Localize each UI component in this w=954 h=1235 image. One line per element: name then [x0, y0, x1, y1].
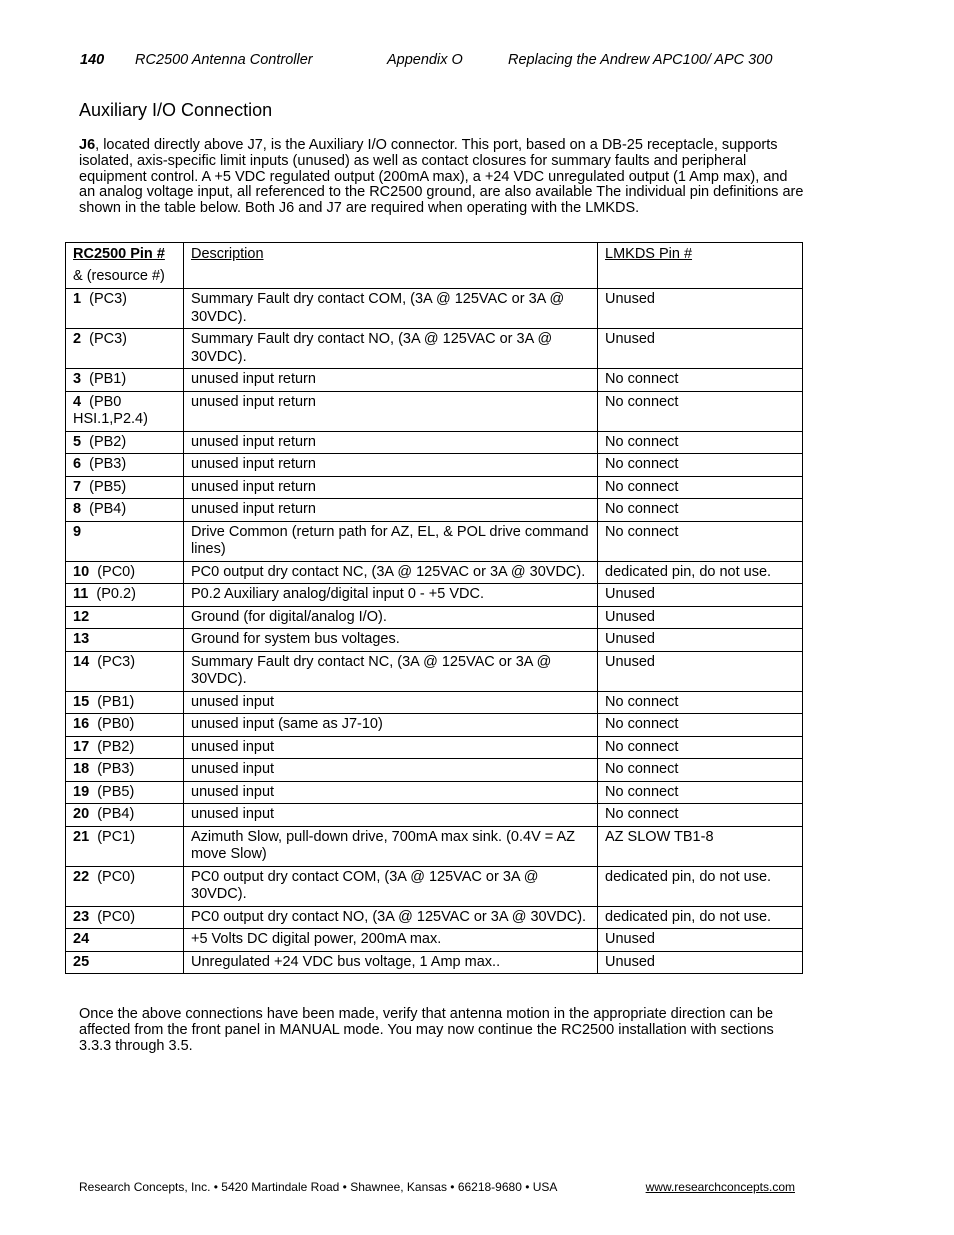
pin-resource: (PB2)	[97, 738, 135, 755]
table-row	[66, 391, 803, 431]
pin-cell	[66, 629, 184, 652]
pin-description: unused input	[184, 691, 598, 714]
lmkds-pin: No connect	[598, 499, 803, 522]
header-appendix: Appendix O	[387, 52, 463, 68]
pin-resource: (PC1)	[97, 828, 136, 845]
pin-description: P0.2 Auxiliary analog/digital input 0 - +5 VDC.	[184, 584, 598, 607]
pin-resource: (PB4)	[97, 806, 135, 822]
lmkds-pin: No connect	[598, 391, 803, 431]
table-row	[66, 561, 803, 584]
lmkds-pin: No connect	[598, 781, 803, 804]
pin-cell	[66, 369, 184, 392]
pin-number: 25	[73, 953, 90, 970]
lmkds-pin: No connect	[598, 476, 803, 499]
pin-resource: (PC0)	[97, 868, 136, 885]
pin-cell	[66, 714, 184, 737]
pin-resource: (PB1)	[97, 693, 135, 710]
pin-description: unused input	[184, 736, 598, 759]
table-row	[66, 651, 803, 691]
table-header-row	[66, 243, 803, 289]
table-row	[66, 759, 803, 782]
pin-description: unused input return	[184, 369, 598, 392]
header-pin-cell	[66, 243, 184, 289]
lmkds-pin: No connect	[598, 691, 803, 714]
table-row	[66, 804, 803, 827]
pin-number: 1	[73, 291, 82, 307]
lmkds-pin: AZ SLOW TB1-8	[598, 826, 803, 866]
lmkds-pin: Unused	[598, 629, 803, 652]
header-description-cell	[184, 243, 598, 289]
pin-cell	[66, 289, 184, 329]
pin-resource: (PC0)	[97, 563, 136, 580]
pin-description: unused input	[184, 759, 598, 782]
pin-cell	[66, 391, 184, 431]
pin-resource: (PC3)	[89, 291, 128, 307]
pin-resource: (PC3)	[97, 653, 136, 670]
pin-resource: (PB0)	[97, 716, 135, 732]
pin-description: unused input return	[184, 476, 598, 499]
pin-cell	[66, 826, 184, 866]
pin-number: 23	[73, 908, 90, 925]
pin-cell	[66, 476, 184, 499]
table-row	[66, 606, 803, 629]
lmkds-pin: No connect	[598, 521, 803, 561]
header-lmkds-cell	[598, 243, 803, 289]
header-description: Description	[191, 246, 264, 262]
pin-description: PC0 output dry contact NO, (3A @ 125VAC or 3A @ 30VDC).	[184, 906, 598, 929]
footer-address: Research Concepts, Inc. • 5420 Martindale Road • Shawnee, Kansas • 66218-9680 • USA	[79, 1180, 558, 1194]
pin-number: 12	[73, 608, 90, 625]
header-lmkds: LMKDS Pin #	[605, 246, 693, 262]
pin-cell	[66, 951, 184, 974]
pin-cell	[66, 759, 184, 782]
closing-paragraph: Once the above connections have been made, verify that antenna motion in the appropriate direction can be affected from the front panel in MANUAL mode. You may now continue the RC2500 installation with sections 3.3.3 through 3.5.	[79, 1006, 774, 1054]
header-resource: & (resource #)	[73, 268, 165, 284]
pin-number: 21	[73, 828, 90, 845]
pin-number: 5	[73, 433, 82, 450]
table-row	[66, 476, 803, 499]
intro-paragraph	[79, 138, 807, 217]
pin-description: PC0 output dry contact NC, (3A @ 125VAC or 3A @ 30VDC).	[184, 561, 598, 584]
lmkds-pin: No connect	[598, 804, 803, 827]
pin-description: Azimuth Slow, pull-down drive, 700mA max sink. (0.4V = AZ move Slow)	[184, 826, 598, 866]
pin-resource: (P0.2)	[96, 586, 136, 602]
pin-cell	[66, 906, 184, 929]
pin-description: PC0 output dry contact COM, (3A @ 125VAC or 3A @ 30VDC).	[184, 866, 598, 906]
lmkds-pin: No connect	[598, 714, 803, 737]
pin-resource: (PB0 HSI.1,P2.4)	[73, 393, 148, 427]
table-row	[66, 521, 803, 561]
table-row	[66, 499, 803, 522]
page-number: 140	[80, 52, 105, 68]
pin-resource: (PB5)	[97, 783, 135, 800]
pin-number: 24	[73, 931, 90, 947]
lmkds-pin: dedicated pin, do not use.	[598, 866, 803, 906]
pin-description: unused input return	[184, 454, 598, 477]
pin-resource: (PB1)	[89, 371, 127, 387]
lmkds-pin: Unused	[598, 289, 803, 329]
pin-number: 3	[73, 371, 82, 387]
pin-cell	[66, 866, 184, 906]
pin-number: 2	[73, 331, 82, 347]
pin-resource: (PB3)	[97, 761, 135, 777]
table-row	[66, 454, 803, 477]
table-row	[66, 906, 803, 929]
pin-cell	[66, 584, 184, 607]
pin-table	[65, 242, 803, 974]
pin-number: 14	[73, 653, 90, 670]
table-row	[66, 714, 803, 737]
pin-cell	[66, 521, 184, 561]
pin-cell	[66, 606, 184, 629]
pin-resource: (PC0)	[97, 908, 136, 925]
pin-description: Summary Fault dry contact NO, (3A @ 125VAC or 3A @ 30VDC).	[184, 329, 598, 369]
pin-cell	[66, 691, 184, 714]
table-row	[66, 951, 803, 974]
table-row	[66, 781, 803, 804]
header-title: Replacing the Andrew APC100/ APC 300	[508, 52, 773, 68]
pin-cell	[66, 561, 184, 584]
pin-number: 19	[73, 783, 90, 800]
connector-label: J6	[79, 137, 96, 153]
pin-number: 16	[73, 716, 90, 732]
pin-description: Ground for system bus voltages.	[184, 629, 598, 652]
pin-description: Unregulated +24 VDC bus voltage, 1 Amp max..	[184, 951, 598, 974]
lmkds-pin: Unused	[598, 329, 803, 369]
lmkds-pin: Unused	[598, 951, 803, 974]
pin-number: 11	[73, 586, 89, 602]
pin-description: unused input return	[184, 499, 598, 522]
pin-number: 6	[73, 456, 82, 472]
pin-resource: (PB3)	[89, 456, 127, 472]
pin-description: unused input	[184, 781, 598, 804]
pin-description: unused input (same as J7-10)	[184, 714, 598, 737]
table-row	[66, 369, 803, 392]
pin-number: 22	[73, 868, 90, 885]
lmkds-pin: Unused	[598, 651, 803, 691]
pin-description: unused input return	[184, 431, 598, 454]
pin-description: Summary Fault dry contact COM, (3A @ 125VAC or 3A @ 30VDC).	[184, 289, 598, 329]
pin-cell	[66, 329, 184, 369]
table-row	[66, 691, 803, 714]
lmkds-pin: Unused	[598, 584, 803, 607]
intro-text: , located directly above J7, is the Auxiliary I/O connector. This port, based on a DB-25 receptacle, supports isolated, axis-specific limit inputs (unused) as well as contact closures for summary faults and peripheral equipment control. A +5 VDC regulated output (200mA max), a +24 VDC unregulated output (1 Amp max), and an analog voltage input, all referenced to the RC2500 ground, are also available The individual pin definitions are shown in the table below. Both J6 and J7 are required when operating with the LMKDS.	[79, 137, 804, 217]
table-row	[66, 329, 803, 369]
pin-description: Ground (for digital/analog I/O).	[184, 606, 598, 629]
pin-cell	[66, 651, 184, 691]
pin-description: Summary Fault dry contact NC, (3A @ 125VAC or 3A @ 30VDC).	[184, 651, 598, 691]
pin-resource: (PB2)	[89, 433, 127, 450]
lmkds-pin: No connect	[598, 431, 803, 454]
pin-cell	[66, 929, 184, 952]
pin-description: +5 Volts DC digital power, 200mA max.	[184, 929, 598, 952]
pin-description: unused input	[184, 804, 598, 827]
lmkds-pin: No connect	[598, 736, 803, 759]
pin-number: 10	[73, 563, 90, 580]
pin-rows	[66, 289, 803, 974]
lmkds-pin: Unused	[598, 929, 803, 952]
footer-website-link[interactable]: www.researchconcepts.com	[645, 1180, 795, 1194]
lmkds-pin: No connect	[598, 454, 803, 477]
pin-number: 8	[73, 501, 82, 517]
header-product: RC2500 Antenna Controller	[135, 52, 313, 68]
pin-cell	[66, 781, 184, 804]
pin-cell	[66, 736, 184, 759]
header-pin: RC2500 Pin #	[73, 246, 165, 262]
table-row	[66, 866, 803, 906]
pin-resource: (PB5)	[89, 478, 127, 495]
table-row	[66, 289, 803, 329]
pin-resource: (PB4)	[89, 501, 127, 517]
pin-number: 13	[73, 631, 90, 647]
lmkds-pin: Unused	[598, 606, 803, 629]
lmkds-pin: No connect	[598, 369, 803, 392]
pin-resource: (PC3)	[89, 331, 128, 347]
pin-number: 18	[73, 761, 90, 777]
pin-description: unused input return	[184, 391, 598, 431]
lmkds-pin: dedicated pin, do not use.	[598, 561, 803, 584]
pin-cell	[66, 499, 184, 522]
pin-number: 7	[73, 478, 82, 495]
pin-number: 4	[73, 393, 82, 410]
lmkds-pin: dedicated pin, do not use.	[598, 906, 803, 929]
table-row	[66, 629, 803, 652]
pin-number: 15	[73, 693, 90, 710]
pin-number: 20	[73, 806, 90, 822]
table-row	[66, 584, 803, 607]
table-row	[66, 826, 803, 866]
pin-cell	[66, 431, 184, 454]
pin-cell	[66, 804, 184, 827]
table-row	[66, 736, 803, 759]
section-title: Auxiliary I/O Connection	[79, 100, 273, 120]
lmkds-pin: No connect	[598, 759, 803, 782]
pin-cell	[66, 454, 184, 477]
table-row	[66, 929, 803, 952]
pin-number: 9	[73, 523, 82, 540]
pin-description: Drive Common (return path for AZ, EL, & POL drive command lines)	[184, 521, 598, 561]
pin-number: 17	[73, 738, 90, 755]
table-row	[66, 431, 803, 454]
